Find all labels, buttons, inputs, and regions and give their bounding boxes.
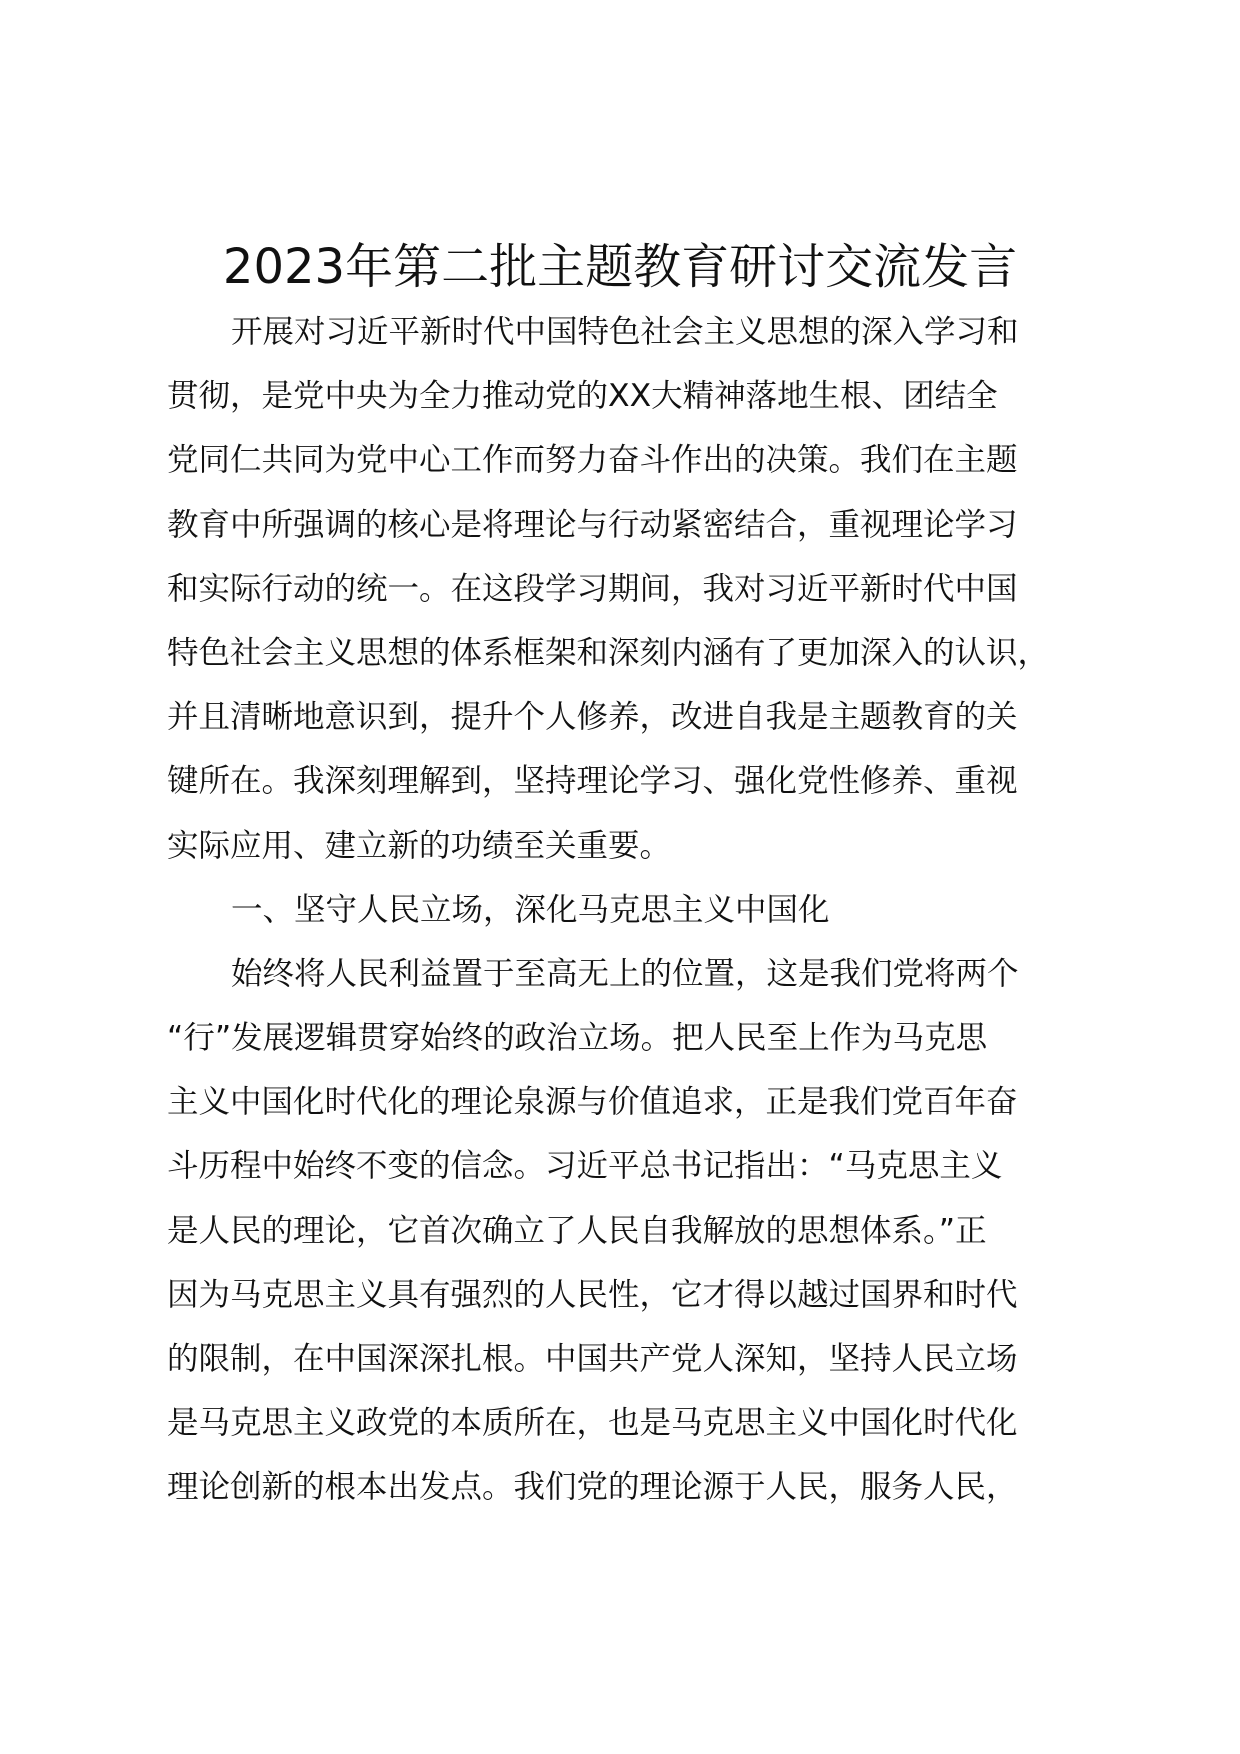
paragraph-line: 和实际行动的统一。在这段学习期间，我对习近平新时代中国 (167, 570, 1018, 607)
paragraph-line: 贯彻，是党中央为全力推动党的XX大精神落地生根、团结全 (167, 378, 998, 415)
paragraph-line: 键所在。我深刻理解到，坚持理论学习、强化党性修养、重视 (167, 763, 1018, 800)
paragraph-line: 并且清晰地意识到，提升个人修养，改进自我是主题教育的关 (167, 699, 1018, 736)
paragraph-line: 理论创新的根本出发点。我们党的理论源于人民，服务人民， (167, 1469, 1018, 1506)
paragraph-line: “行”发展逻辑贯穿始终的政治立场。把人民至上作为马克思 (167, 1020, 988, 1057)
paragraph-line: 因为马克思主义具有强烈的人民性，它才得以越过国界和时代 (167, 1276, 1018, 1313)
paragraph-line: 的限制，在中国深深扎根。中国共产党人深知，坚持人民立场 (167, 1341, 1018, 1377)
paragraph-line: 主义中国化时代化的理论泉源与价值追求，正是我们党百年奋 (167, 1084, 1018, 1121)
section-heading: 一、坚守人民立场，深化马克思主义中国化 (231, 891, 830, 928)
paragraph-line: 教育中所强调的核心是将理论与行动紧密结合，重视理论学习 (167, 506, 1018, 543)
paragraph-line: 是人民的理论，它首次确立了人民自我解放的思想体系。”正 (167, 1212, 987, 1249)
paragraph-line: 实际应用、建立新的功绩至关重要。 (167, 827, 672, 864)
document-title: 2023年第二批主题教育研讨交流发言 (222, 239, 1018, 295)
paragraph-line: 斗历程中始终不变的信念。习近平总书记指出：“马克思主义 (167, 1148, 1003, 1185)
paragraph-line: 开展对习近平新时代中国特色社会主义思想的深入学习和 (231, 314, 1019, 350)
document-body (167, 300, 1127, 1520)
paragraph-line: 党同仁共同为党中心工作而努力奋斗作出的决策。我们在主题 (167, 442, 1018, 479)
paragraph-line: 特色社会主义思想的体系框架和深刻内涵有了更加深入的认识， (167, 634, 1050, 671)
paragraph-line: 始终将人民利益置于至高无上的位置，这是我们党将两个 (231, 955, 1019, 992)
paragraph-line: 是马克思主义政党的本质所在，也是马克思主义中国化时代化 (167, 1405, 1018, 1442)
